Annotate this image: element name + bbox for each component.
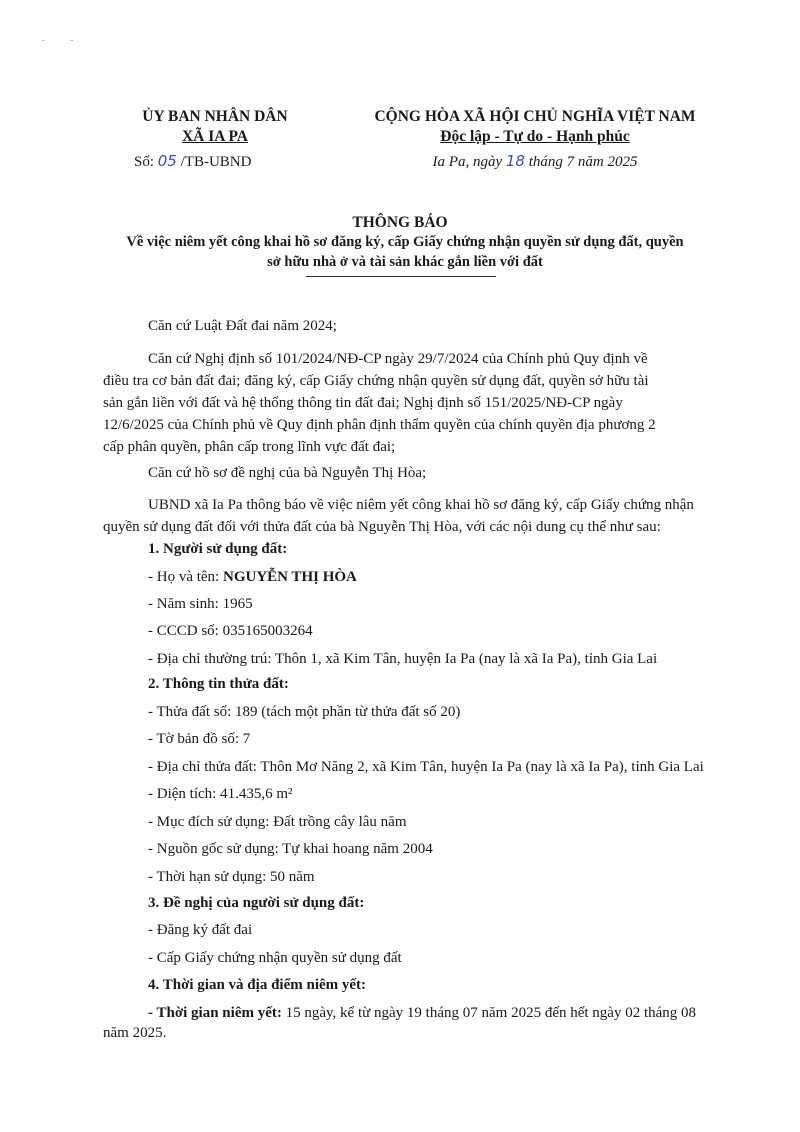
intro-line1: UBND xã Ia Pa thông báo về việc niêm yết công khai hồ sơ đăng ký, cấp Giấy chứng nhận — [148, 497, 694, 513]
agency-name: ỦY BAN NHÂN DÂN — [142, 108, 288, 125]
document-number: Số: 05 /TB-UBND — [134, 152, 252, 170]
parcel-area: - Diện tích: 41.435,6 m² — [148, 786, 293, 802]
agency-commune: XÃ IA PA — [181, 128, 249, 145]
section-3-heading: 3. Đề nghị của người sử dụng đất: — [148, 895, 365, 911]
request-item-2: - Cấp Giấy chứng nhận quyền sử dụng đất — [148, 950, 402, 966]
owner-birth-year: - Năm sinh: 1965 — [148, 596, 253, 612]
legal-basis-2-line4: 12/6/2025 của Chính phủ về Quy định phân định thẩm quyền của chính quyền địa phương 2 — [103, 417, 656, 433]
national-motto: Độc lập - Tự do - Hạnh phúc — [440, 128, 630, 145]
section-4-heading: 4. Thời gian và địa điểm niêm yết: — [148, 977, 367, 993]
parcel-number: - Thửa đất số: 189 (tách một phần từ thửa đất số 20) — [148, 704, 461, 720]
issue-date: Ia Pa, ngày 18 tháng 7 năm 2025 — [432, 152, 638, 170]
legal-basis-2-line1: Căn cứ Nghị định số 101/2024/NĐ-CP ngày 29/7/2024 của Chính phủ Quy định về — [148, 351, 648, 367]
scan-speck — [42, 40, 45, 41]
notice-title: THÔNG BÁO — [352, 214, 448, 231]
legal-basis-3: Căn cứ hồ sơ đề nghị của bà Nguyễn Thị Hòa; — [148, 465, 427, 481]
section-2-heading: 2. Thông tin thửa đất: — [148, 676, 289, 692]
notice-subject-line2: sở hữu nhà ở và tài sản khác gắn liền với đất — [267, 254, 543, 270]
legal-basis-2-line2: điều tra cơ bản đất đai; đăng ký, cấp Giấy chứng nhận quyền sử dụng đất, quyền sở hữu tài — [103, 373, 649, 389]
owner-id-number: - CCCD số: 035165003264 — [148, 623, 313, 639]
handwritten-day: 18 — [505, 152, 525, 170]
legal-basis-2-line3: sản gắn liền với đất và hệ thống thông tin đất đai; Nghị định số 151/2025/NĐ-CP ngày — [103, 395, 623, 411]
request-item-1: - Đăng ký đất đai — [148, 922, 253, 938]
posting-period-line2: năm 2025. — [103, 1025, 167, 1041]
handwritten-number: 05 — [157, 152, 177, 170]
section-1-heading: 1. Người sử dụng đất: — [148, 541, 288, 557]
land-origin: - Nguồn gốc sử dụng: Tự khai hoang năm 2004 — [148, 841, 433, 857]
parcel-address: - Địa chỉ thửa đất: Thôn Mơ Năng 2, xã Kim Tân, huyện Ia Pa (nay là xã Ia Pa), tỉnh Gia Lai — [148, 759, 704, 775]
owner-address: - Địa chỉ thường trú: Thôn 1, xã Kim Tân, huyện Ia Pa (nay là xã Ia Pa), tỉnh Gia Lai — [148, 651, 658, 667]
legal-basis-1: Căn cứ Luật Đất đai năm 2024; — [148, 318, 337, 334]
intro-line2: quyền sử dụng đất đối với thửa đất của bà Nguyễn Thị Hòa, với các nội dung cụ thể như sau: — [103, 519, 661, 535]
nation-title: CỘNG HÒA XÃ HỘI CHỦ NGHĨA VIỆT NAM — [374, 108, 696, 125]
scan-speck — [70, 40, 73, 41]
legal-basis-2-line5: cấp phân quyền, phân cấp trong lĩnh vực đất đai; — [103, 439, 396, 455]
owner-name: - Họ và tên: NGUYỄN THỊ HÒA — [148, 569, 357, 585]
map-sheet: - Tờ bản đồ số: 7 — [148, 731, 251, 747]
land-use-term: - Thời hạn sử dụng: 50 năm — [148, 869, 315, 885]
posting-period: - Thời gian niêm yết: 15 ngày, kể từ ngày 19 tháng 07 năm 2025 đến hết ngày 02 tháng 08 — [148, 1005, 697, 1021]
land-use-purpose: - Mục đích sử dụng: Đất trồng cây lâu năm — [148, 814, 407, 830]
title-underline — [306, 276, 496, 277]
notice-subject-line1: Về việc niêm yết công khai hồ sơ đăng ký, cấp Giấy chứng nhận quyền sử dụng đất, quyền — [126, 234, 684, 250]
